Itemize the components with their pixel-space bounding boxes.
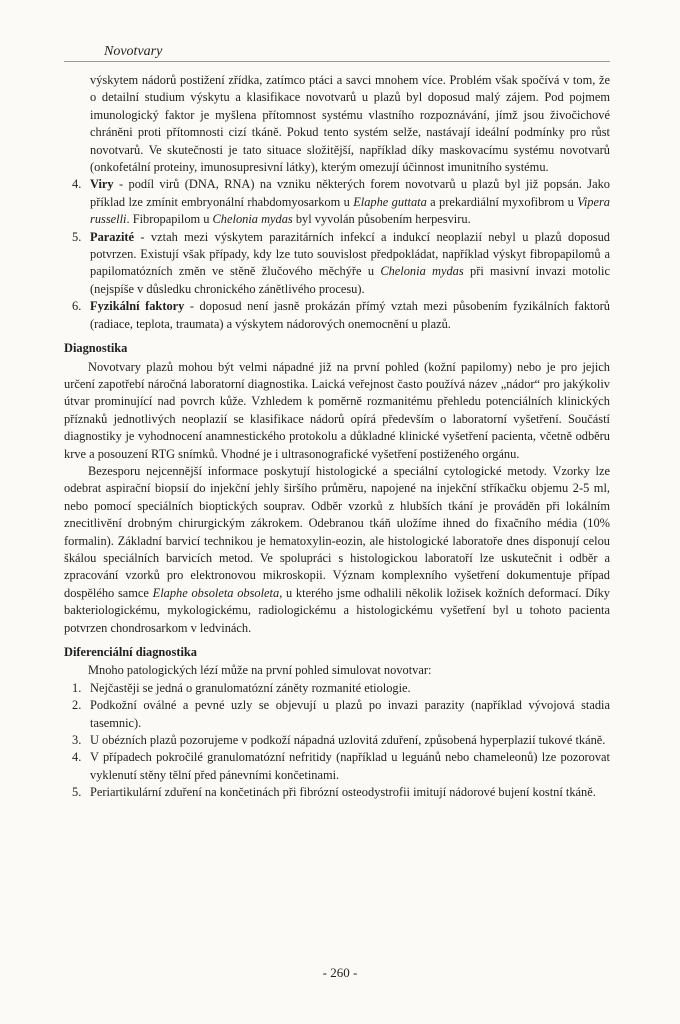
factor-text: . Fibropapilom u (126, 212, 213, 227)
list-item-text: Nejčastěji se jedná o granulomatózní záněty rozmanité etiologie. (90, 680, 411, 695)
list-item-text: Podkožní oválné a pevné uzly se objevují u plazů po invazi parazity (například vývojová stadia tasemnic). (90, 698, 610, 730)
page (64, 44, 610, 802)
paragraph-text: , u kterého jsme odhalili několik ložisek kožních deformací. Díky bakteriologickému, mykologickému, radiologickému a histologickému vyšetření byl u tohoto pacienta potvrzen chondrosarkom v ledvinách. (64, 585, 610, 635)
item-number: 5. (72, 785, 82, 800)
list-item (64, 784, 610, 801)
item-number: 2. (72, 698, 82, 713)
item-number: 1. (72, 680, 82, 695)
item-number: 3. (72, 733, 82, 748)
item-number: 4. (72, 177, 82, 192)
list-item-text: Periartikulární zduření na končetinách při fibrózní osteodystrofii imitují nádorové bujení kostní tkáně. (90, 785, 596, 800)
species-name: Elaphe obsoleta obsoleta (152, 585, 280, 600)
paragraph-text: Bezesporu nejcennější informace poskytují histologické a speciální cytologické metody. Vzorky lze odebrat aspirační biopsií do injekční jehly širšího průměru, napojené na injekční stříkačku objemu 2-5 ml, nebo pomocí speciálních bioptických souprav. Odběr vzorků z hlubších tkání je prováděn při lokálním znecitlivění drobným chirurgickým zákrokem. Odebranou tkáň uložíme ihned do fixačního média (10% formalin). Základní barvicí technikou je hematoxylin-eozin, ale histologické laboratoře dnes disponují celou škálou speciálních barvicích metod. Ve spolupráci s histologickou laboratoří lze uskutečnit i odběr a zpracování vzorků pro elektronovou mikroskopii. Význam komplexního vyšetření dokumentuje případ dospělého samce (64, 463, 610, 600)
factor-item-parazite (64, 229, 610, 299)
factor-text: - podíl virů (DNA, RNA) na vzniku některých forem novotvarů u plazů byl již popsán. Jako příklad lze zmínit embryonální rhabdomyosarkom u (90, 177, 610, 209)
intro-continuation: výskytem nádorů postižení zřídka, zatímco ptáci a savci mnohem více. Problém však spočívá v tom, že o detailní studium výskytu a klasifikace novotvarů u plazů byl doposud malý zájem. Pod pojmem imunologický faktor je myšlena přítomnost systému vlastního rozpoznávání, jímž jsou živočichové chráněni proti přítomnosti cizí tkáně. Pokud tento systém selže, nastávají ideální podmínky pro růst novotvarů. Ve skutečnosti je tato situace složitější, například díky maskovacímu systému novotvarů (onkofetální proteiny, imunosupresivní látky), kterým omezují účinnost imunitního systému. (90, 73, 610, 175)
species-name: Chelonia mydas (380, 264, 464, 279)
factor-text: - doposud není jasně prokázán přímý vztah mezi působením fyzikálních faktorů (radiace, teplota, traumata) a výskytem nádorových onemocnění u plazů. (90, 299, 610, 331)
list-item-text: U obézních plazů pozorujeme v podkoží nápadná uzlovitá zduření, způsobená hyperplazií tukové tkáně. (90, 733, 606, 748)
list-item (64, 680, 610, 697)
diagnostika-paragraph-1: Novotvary plazů mohou být velmi nápadné již na první pohled (kožní papilomy) nebo je pro jejich určení zapotřebí náročná laboratorní diagnostika. Laická veřejnost často používá název „nádor“ pro jakýkoliv útvar prominující nad povrch kůže. Vzhledem k poměrně rozmanitému přehledu potenciálních klinických příznaků jednotlivých neoplazií se klasifikace nádorů opírá především o laboratorní vyšetření. Součástí diagnostiky je vyhodnocení anamnestického protokolu a důkladné klinické vyšetření pacienta, včetně odběru krve a posouzení RTG snímků. Vhodné je i ultrasonografické vyšetření postiženého orgánu. (64, 359, 610, 461)
section-heading-diagnostika: Diagnostika (64, 341, 128, 356)
factor-term: Parazité (90, 229, 135, 244)
running-title: Novotvary (104, 44, 163, 59)
factor-item-viry (64, 176, 610, 228)
item-number: 4. (72, 750, 82, 765)
factor-item-fyzikalni (64, 298, 610, 333)
header-rule (64, 61, 610, 62)
factor-term: Viry (90, 177, 114, 192)
species-name: Elaphe guttata (353, 194, 427, 209)
list-item (64, 697, 610, 732)
diferencialni-intro: Mnoho patologických lézí může na první pohled simulovat novotvar: (88, 663, 432, 678)
list-item (64, 749, 610, 784)
factor-term: Fyzikální faktory (90, 299, 185, 314)
item-number: 5. (72, 229, 82, 244)
species-name: Chelonia mydas (212, 212, 293, 227)
list-item-text: V případech pokročilé granulomatózní nefritidy (například u leguánů nebo chameleonů) lze pozorovat vyklenutí stěny tělní před pánevními končetinami. (90, 750, 610, 782)
list-item (64, 732, 610, 749)
factor-text: - vztah mezi výskytem parazitárních infekcí a indukcí neoplazií nebyl u plazů doposud potvrzen. Existují však případy, kdy lze tuto souvislost předpokládat, například výskyt fibropapilomů a papilomatózních změn ve stěně žlučového měchýře u (90, 229, 610, 279)
factor-text: při masivní invazi motolic (nejspíše v důsledku chronického zánětlivého procesu). (90, 264, 610, 296)
item-number: 6. (72, 299, 82, 314)
factor-text: byl vyvolán působením herpesviru. (292, 212, 471, 227)
factor-text: a prekardiální myxofibrom u (426, 194, 578, 209)
section-heading-diferencialni: Diferenciální diagnostika (64, 645, 197, 659)
diagnostika-paragraph-2 (64, 463, 610, 637)
page-number: - 260 - (322, 965, 358, 980)
species-name: Vipera russelli (90, 194, 610, 227)
